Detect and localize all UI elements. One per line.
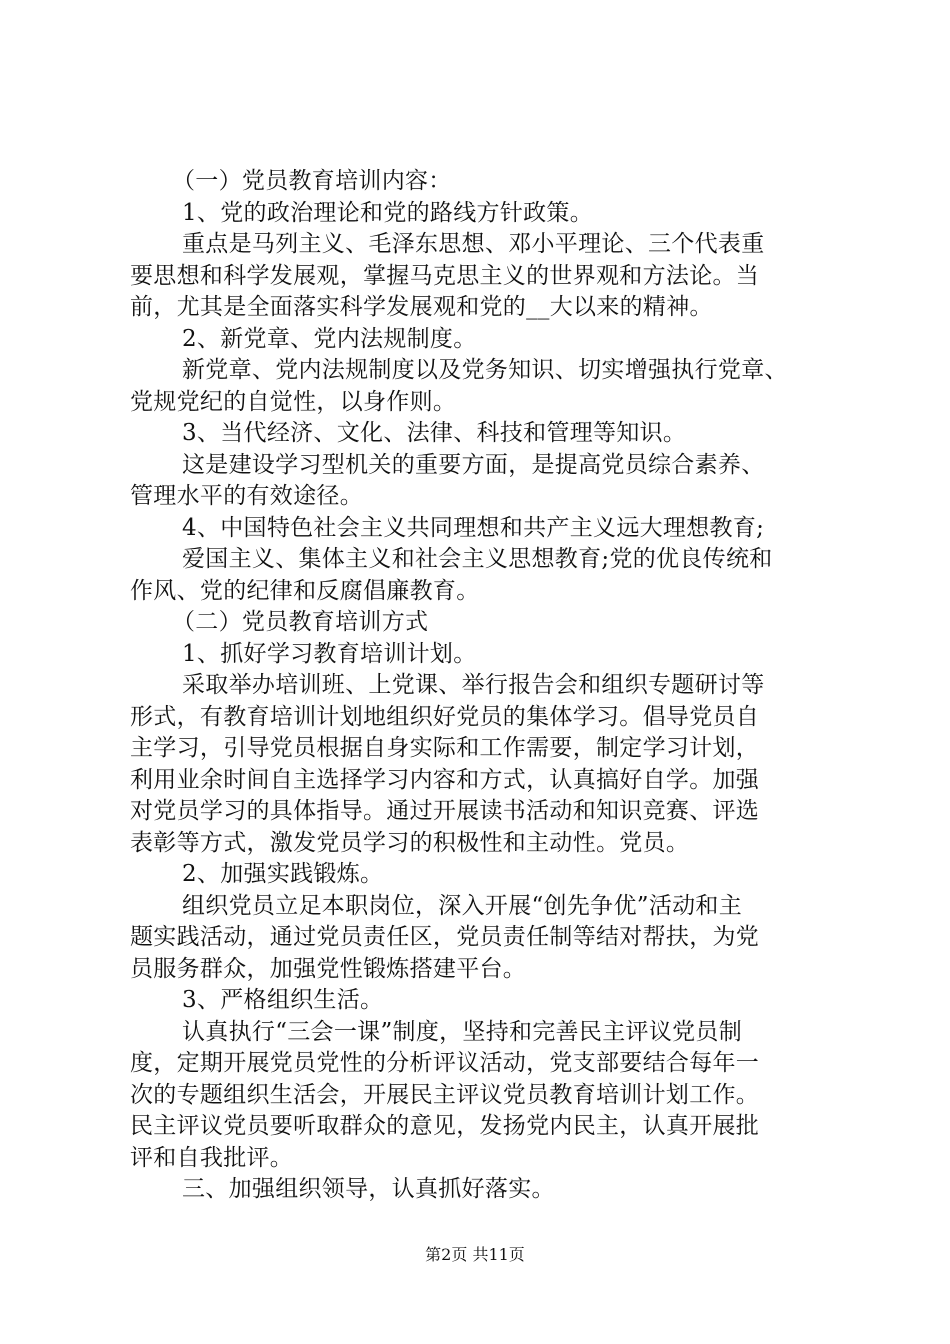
subheading: 2、加强实践锻炼。 (182, 861, 384, 887)
paragraph-line: 党规党纪的自觉性，以身作则。 (130, 388, 457, 415)
paragraph-line: 次的专题组织生活会，开展民主评议党员教育培训计划工作。 (130, 1081, 760, 1108)
paragraph-line: 作风、党的纪律和反腐倡廉教育。 (130, 577, 480, 604)
paragraph-line: 利用业余时间自主选择学习内容和方式，认真搞好自学。加强 (130, 766, 760, 793)
paragraph-line: 前，尤其是全面落实科学发展观和党的__大以来的精神。 (130, 294, 713, 320)
paragraph-line: 认真执行“三会一课”制度，坚持和完善民主评议党员制 (182, 1018, 743, 1045)
section-heading: （二）党员教育培训方式 (172, 609, 429, 635)
paragraph-line: 组织党员立足本职岗位，深入开展“创先争优”活动和主 (182, 892, 743, 919)
paragraph-line: 爱国主义、集体主义和社会主义思想教育;党的优良传统和 (182, 546, 773, 572)
paragraph-line: 管理水平的有效途径。 (130, 483, 363, 509)
section-heading: （一）党员教育培训内容： (172, 168, 452, 194)
page-number: 第2页 共11页 (425, 1245, 525, 1264)
subheading: 1、抓好学习教育培训计划。 (182, 640, 477, 667)
paragraph-line: 要思想和科学发展观，掌握马克思主义的世界观和方法论。当 (130, 262, 760, 289)
paragraph-line: 度，定期开展党员党性的分析评议活动，党支部要结合每年一 (130, 1050, 760, 1076)
document-body (130, 166, 830, 1206)
paragraph-line: 采取举办培训班、上党课、举行报告会和组织专题研讨等 (182, 672, 765, 698)
paragraph-line: 这是建设学习型机关的重要方面，是提高党员综合素养、 (182, 451, 765, 478)
paragraph-line: 表彰等方式，激发党员学习的积极性和主动性。党员。 (130, 829, 690, 856)
paragraph-line: 重点是马列主义、毛泽东思想、邓小平理论、三个代表重 (182, 231, 765, 257)
subheading: 3、当代经济、文化、法律、科技和管理等知识。 (182, 420, 687, 446)
section-heading: 三、加强组织领导，认真抓好落实。 (182, 1176, 555, 1202)
subheading: 2、新党章、党内法规制度。 (182, 325, 477, 352)
paragraph-line: 对党员学习的具体指导。通过开展读书活动和知识竞赛、评选 (130, 798, 760, 824)
paragraph-line: 主学习，引导党员根据自身实际和工作需要，制定学习计划， (130, 735, 760, 761)
paragraph-line: 民主评议党员要听取群众的意见，发扬党内民主，认真开展批 (130, 1113, 760, 1139)
subheading: 1、党的政治理论和党的路线方针政策。 (182, 199, 594, 226)
paragraph-line: 员服务群众，加强党性锻炼搭建平台。 (130, 955, 527, 982)
paragraph-line: 新党章、党内法规制度以及党务知识、切实增强执行党章、 (182, 357, 788, 383)
paragraph-line: 题实践活动，通过党员责任区，党员责任制等结对帮扶，为党 (130, 924, 760, 950)
paragraph-line: 评和自我批评。 (130, 1144, 294, 1171)
subheading: 3、严格组织生活。 (182, 987, 384, 1013)
subheading: 4、中国特色社会主义共同理想和共产主义远大理想教育; (182, 514, 765, 541)
paragraph-line: 形式，有教育培训计划地组织好党员的集体学习。倡导党员自 (130, 703, 760, 730)
